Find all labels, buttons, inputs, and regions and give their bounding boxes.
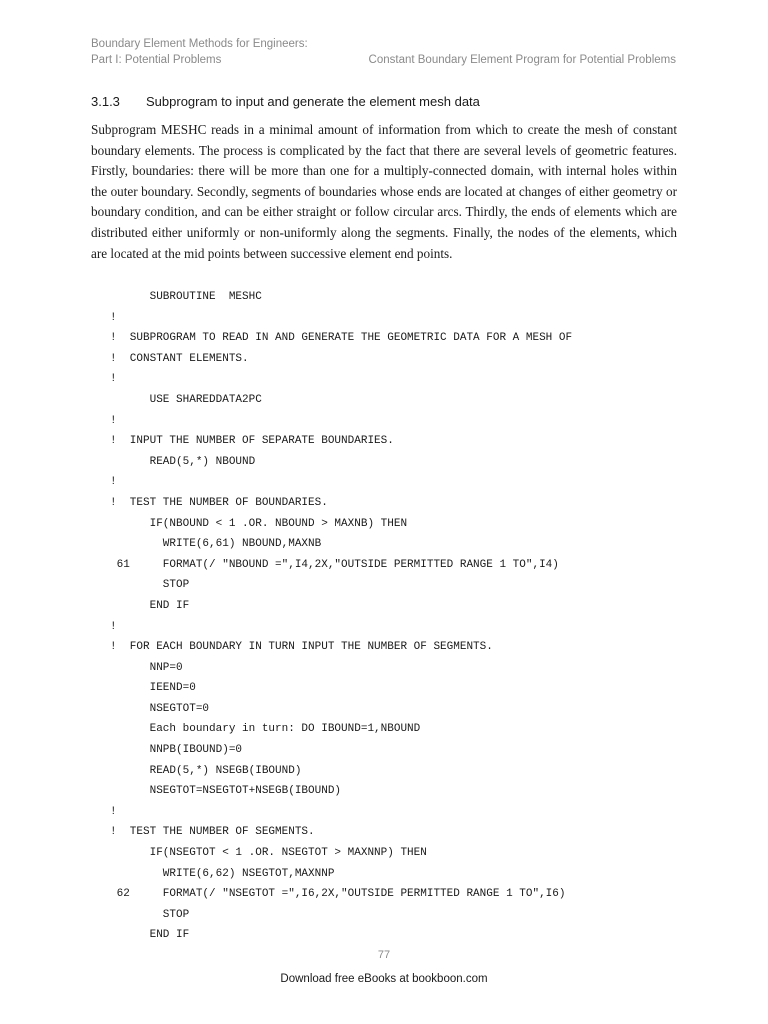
section-title: Subprogram to input and generate the element mesh data <box>146 94 480 109</box>
footer-link[interactable]: Download free eBooks at bookboon.com <box>280 973 488 985</box>
code-line: ! TEST THE NUMBER OF BOUNDARIES. <box>110 496 328 509</box>
book-part: Part I: Potential Problems <box>91 54 222 66</box>
code-line: ! <box>110 805 117 818</box>
code-line: ! CONSTANT ELEMENTS. <box>110 352 249 365</box>
code-line: IF(NBOUND < 1 .OR. NBOUND > MAXNB) THEN <box>110 517 408 530</box>
code-line: IF(NSEGTOT < 1 .OR. NSEGTOT > MAXNNP) THEN <box>110 847 427 860</box>
page-number: 77 <box>377 949 391 961</box>
code-line: SUBROUTINE MESHC <box>110 291 262 303</box>
code-line: ! INPUT THE NUMBER OF SEPARATE BOUNDARIES. <box>110 435 394 448</box>
code-line: 62 FORMAT(/ "NSEGTOT =",I6,2X,"OUTSIDE PERMITTED RANGE 1 TO",I6) <box>110 888 566 901</box>
code-line: NNP=0 <box>110 661 183 674</box>
code-line: NSEGTOT=NSEGTOT+NSEGB(IBOUND) <box>110 785 342 798</box>
code-line: READ(5,*) NBOUND <box>110 455 256 468</box>
code-line: NNPB(IBOUND)=0 <box>110 744 243 757</box>
code-line: 61 FORMAT(/ "NBOUND =",I4,2X,"OUTSIDE PERMITTED RANGE 1 TO",I4) <box>110 558 559 571</box>
running-header-left <box>91 36 308 68</box>
code-line: ! SUBPROGRAM TO READ IN AND GENERATE THE GEOMETRIC DATA FOR A MESH OF <box>110 332 573 345</box>
code-line: STOP <box>110 908 190 921</box>
code-line: WRITE(6,62) NSEGTOT,MAXNNP <box>110 867 335 880</box>
book-title: Boundary Element Methods for Engineers: <box>91 38 308 50</box>
code-line: ! <box>110 414 117 427</box>
code-line: END IF <box>110 929 190 942</box>
code-line: USE SHAREDDATA2PC <box>110 393 262 406</box>
code-line: ! TEST THE NUMBER OF SEGMENTS. <box>110 826 315 839</box>
code-line: Each boundary in turn: DO IBOUND=1,NBOUND <box>110 723 421 736</box>
code-line: ! <box>110 311 117 324</box>
code-line: READ(5,*) NSEGB(IBOUND) <box>110 764 302 777</box>
code-line: ! FOR EACH BOUNDARY IN TURN INPUT THE NUMBER OF SEGMENTS. <box>110 641 493 654</box>
section-heading <box>91 93 480 111</box>
code-line: END IF <box>110 599 190 612</box>
code-line: IEEND=0 <box>110 682 196 695</box>
code-line: NSEGTOT=0 <box>110 702 210 715</box>
code-line: ! <box>110 620 117 633</box>
section-number: 3.1.3 <box>91 94 120 109</box>
code-line: ! <box>110 373 117 386</box>
running-header-chapter: Constant Boundary Element Program for Potential Problems <box>368 54 676 66</box>
code-line: ! <box>110 476 117 489</box>
code-line: WRITE(6,61) NBOUND,MAXNB <box>110 538 322 551</box>
body-paragraph: Subprogram MESHC reads in a minimal amount of information from which to create the mesh of constant boundary elements. The process is complicated by the fact that there are several levels of geometric features. Firstly, boundaries: there will be more than one for a multiply-connected domain, with internal holes within the outer boundary. Secondly, segments of boundaries whose ends are located at changes of either geometry or boundary condition, and can be either straight or follow circular arcs. Thirdly, the ends of elements which are distributed either uniformly or non-uniformly along the segments. Finally, the nodes of the elements, which are located at the mid points between successive element end points. <box>91 122 677 261</box>
code-listing <box>110 287 572 946</box>
code-line: STOP <box>110 579 190 592</box>
